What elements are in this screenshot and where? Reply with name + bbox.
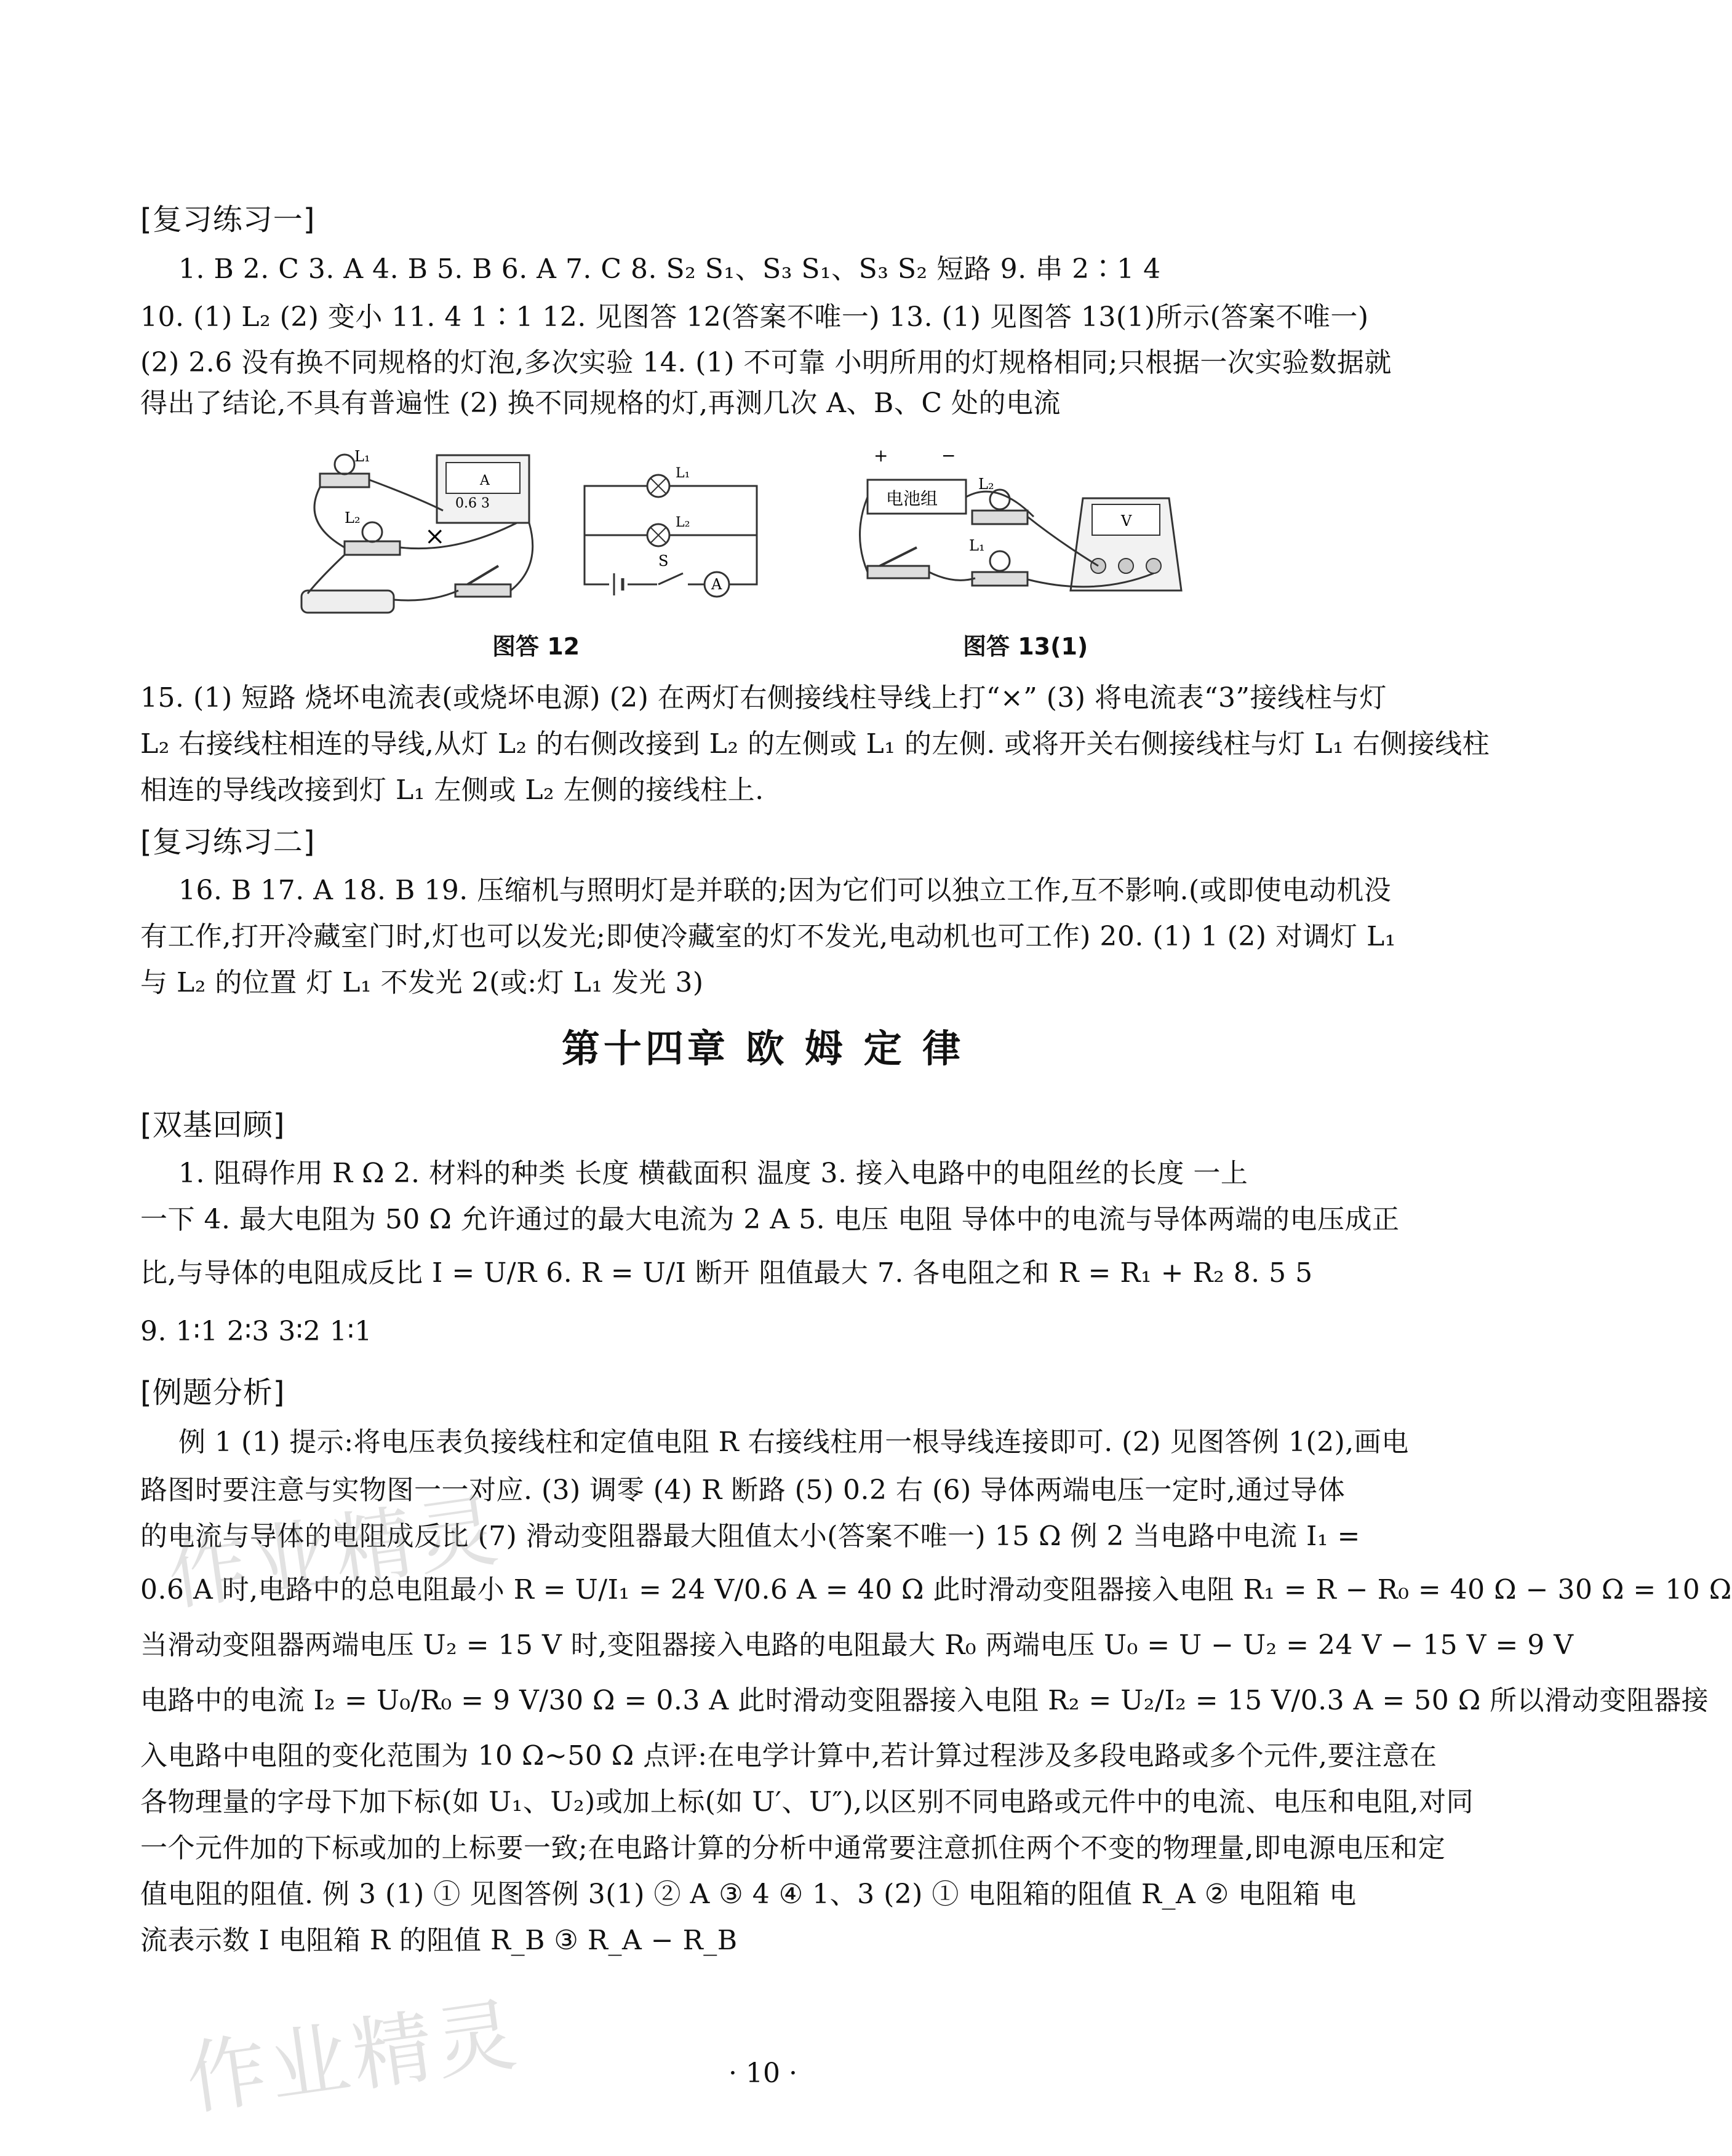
answer-line: 当滑动变阻器两端电压 U₂ = 15 V 时,变阻器接入电路的电阻最大 R₀ 两端电压 U₀ = U − U₂ = 24 V − 15 V = 9 V — [140, 1629, 1574, 1661]
battery-minus: − — [941, 445, 956, 466]
figure-12-real-circuit — [295, 443, 554, 615]
answer-line: 15. (1) 短路 烧坏电流表(或烧坏电源) (2) 在两灯右侧接线柱导线上打“×” (3) 将电流表“3”接线柱与灯 — [140, 682, 1387, 714]
answer-line: 的电流与导体的电阻成反比 (7) 滑动变阻器最大阻值太小(答案不唯一) 15 Ω 例 2 当电路中电流 I₁ = — [140, 1521, 1360, 1552]
meter-scale-label: 0.6 3 — [455, 496, 490, 511]
answer-line: 比,与导体的电阻成反比 I = U/R 6. R = U/I 断开 阻值最大 7. 各电阻之和 R = R₁ + R₂ 8. 5 5 — [140, 1257, 1313, 1289]
answer-line: 值电阻的阻值. 例 3 (1) ① 见图答例 3(1) ② A ③ 4 ④ 1、3 (2) ① 电阻箱的阻值 R_A ② 电阻箱 电 — [140, 1879, 1357, 1910]
answer-line: 10. (1) L₂ (2) 变小 11. 4 1∶1 12. 见图答 12(答案不唯一) 13. (1) 见图答 13(1)所示(答案不唯一) — [140, 301, 1369, 333]
diagram-label-l2: L₂ — [676, 515, 690, 530]
watermark: 作业精灵 — [180, 1987, 525, 2127]
section-heading-review1: [复习练习一] — [140, 202, 316, 237]
answer-line: 0.6 A 时,电路中的总电阻最小 R = U/I₁ = 24 V/0.6 A = 40 Ω 此时滑动变阻器接入电阻 R₁ = R − R₀ = 40 Ω − 30 Ω = 10 Ω — [140, 1574, 1732, 1605]
answer-line: (2) 2.6 没有换不同规格的灯泡,多次实验 14. (1) 不可靠 小明所用的灯规格相同;只根据一次实验数据就 — [140, 347, 1392, 378]
switch-label: S — [658, 552, 669, 570]
diagram-label-l1: L₁ — [676, 466, 690, 481]
answer-line: 16. B 17. A 18. B 19. 压缩机与照明灯是并联的;因为它们可以独立工作,互不影响.(或即使电动机没 — [178, 875, 1392, 906]
page-number: · 10 · — [728, 2058, 797, 2089]
answer-line: 1. B 2. C 3. A 4. B 5. B 6. A 7. C 8. S₂ S₁、S₃ S₁、S₃ S₂ 短路 9. 串 2∶1 4 — [178, 253, 1161, 285]
figure-12-circuit-diagram — [578, 467, 763, 609]
answer-line: 流表示数 I 电阻箱 R 的阻值 R_B ③ R_A − R_B — [140, 1925, 738, 1956]
fig13-label-l2: L₂ — [978, 475, 994, 493]
figure-12-caption: 图答 12 — [492, 633, 580, 660]
answer-line: 有工作,打开冷藏室门时,灯也可以发光;即使冷藏室的灯不发光,电动机也可工作) 20. (1) 1 (2) 对调灯 L₁ — [140, 921, 1396, 952]
voltmeter-label: V — [1121, 512, 1132, 530]
battery-label: 电池组 — [886, 488, 938, 509]
answer-line: 与 L₂ 的位置 灯 L₁ 不发光 2(或:灯 L₁ 发光 3) — [140, 967, 704, 998]
cross-mark: × — [425, 522, 445, 551]
section-heading-review2: [复习练习二] — [140, 825, 316, 859]
lamp-label-l2: L₂ — [345, 509, 361, 527]
answer-line: 各物理量的字母下加下标(如 U₁、U₂)或加上标(如 U′、U″),以区别不同电路或元件中的电流、电压和电阻,对同 — [140, 1786, 1474, 1818]
answer-line: 9. 1∶1 2∶3 3∶2 1∶1 — [140, 1316, 372, 1347]
answer-line: 例 1 (1) 提示:将电压表负接线柱和定值电阻 R 右接线柱用一根导线连接即可. (2) 见图答例 1(2),画电 — [178, 1426, 1409, 1458]
fig13-label-l1: L₁ — [969, 537, 985, 554]
battery-plus: + — [874, 445, 888, 466]
section-heading-basics: [双基回顾] — [140, 1108, 285, 1142]
answer-line: 路图时要注意与实物图一一对应. (3) 调零 (4) R 断路 (5) 0.2 右 (6) 导体两端电压一定时,通过导体 — [140, 1474, 1346, 1506]
answer-line: 一下 4. 最大电阻为 50 Ω 允许通过的最大电流为 2 A 5. 电压 电阻 导体中的电流与导体两端的电压成正 — [140, 1204, 1400, 1235]
lamp-label-l1: L₁ — [354, 448, 370, 465]
answer-line: 得出了结论,不具有普遍性 (2) 换不同规格的灯,再测几次 A、B、C 处的电流 — [140, 388, 1061, 419]
answer-line: 入电路中电阻的变化范围为 10 Ω~50 Ω 点评:在电学计算中,若计算过程涉及多段电路或多个元件,要注意在 — [140, 1740, 1437, 1772]
answer-line: 相连的导线改接到灯 L₁ 左侧或 L₂ 左侧的接线柱上. — [140, 774, 764, 806]
ammeter-a-label: A — [480, 473, 490, 488]
figure-13-1-real-circuit — [849, 443, 1194, 603]
answer-line: 一个元件加的下标或加的上标要一致;在电路计算的分析中通常要注意抓住两个不变的物理量,即电源电压和定 — [140, 1832, 1446, 1864]
answer-line: 电路中的电流 I₂ = U₀/R₀ = 9 V/30 Ω = 0.3 A 此时滑动变阻器接入电阻 R₂ = U₂/I₂ = 15 V/0.3 A = 50 Ω 所以滑动变阻器接 — [140, 1685, 1709, 1716]
watermark: 作业精灵 — [162, 1482, 507, 1623]
chapter-title: 第十四章 欧 姆 定 律 — [561, 1026, 965, 1071]
section-heading-examples: [例题分析] — [140, 1375, 285, 1410]
answer-line: L₂ 右接线柱相连的导线,从灯 L₂ 的右侧改接到 L₂ 的左侧或 L₁ 的左侧. 或将开关右侧接线柱与灯 L₁ 右侧接线柱 — [140, 728, 1490, 760]
diagram-ammeter-label: A — [711, 576, 722, 593]
figure-13-1-caption: 图答 13(1) — [963, 633, 1088, 660]
answer-line: 1. 阻碍作用 R Ω 2. 材料的种类 长度 横截面积 温度 3. 接入电路中的电阻丝的长度 一上 — [178, 1158, 1248, 1189]
